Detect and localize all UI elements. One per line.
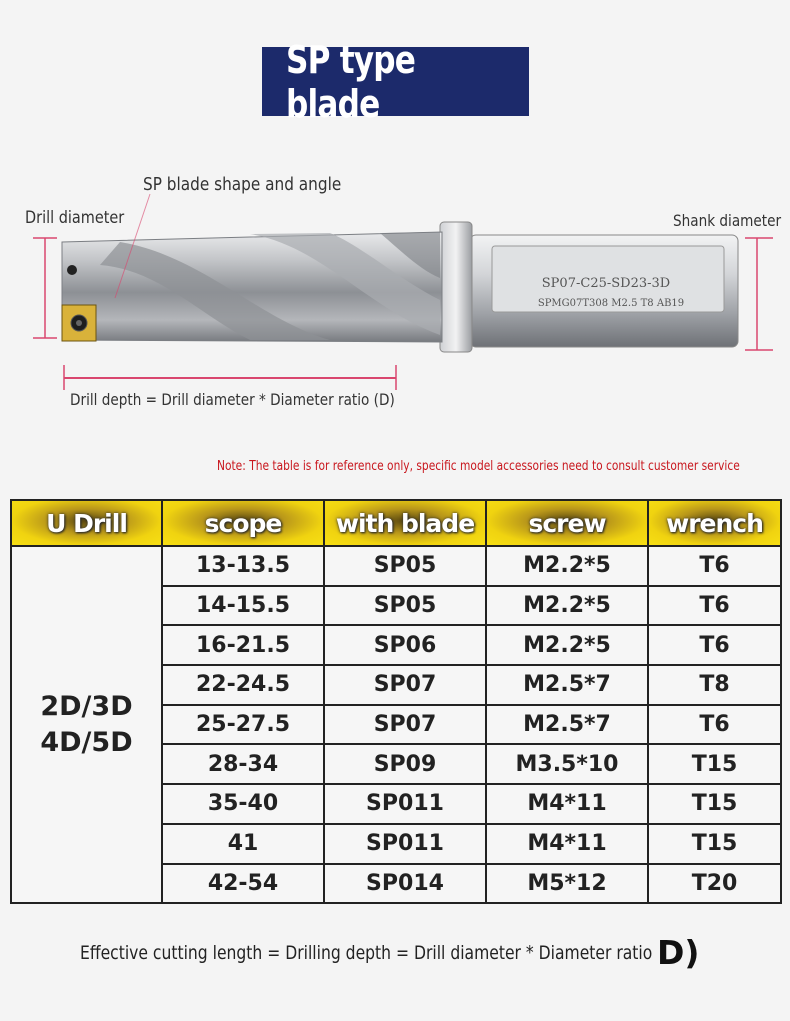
screw-cell: M4*11 bbox=[486, 824, 648, 864]
table-header-row bbox=[11, 500, 781, 546]
blade-shape-label: SP blade shape and angle bbox=[143, 174, 342, 195]
coolant-hole bbox=[67, 265, 77, 275]
scope-cell: 16-21.5 bbox=[162, 625, 324, 665]
screw-cell: M3.5*10 bbox=[486, 744, 648, 784]
blade-cell: SP011 bbox=[324, 824, 486, 864]
blade-cell: SP07 bbox=[324, 705, 486, 745]
table-row bbox=[11, 546, 781, 586]
blade-cell: SP05 bbox=[324, 586, 486, 626]
screw-cell: M2.2*5 bbox=[486, 546, 648, 586]
header-udrill: U Drill bbox=[11, 500, 162, 546]
blade-cell: SP05 bbox=[324, 546, 486, 586]
udrill-ratio-cell bbox=[11, 546, 162, 903]
scope-cell: 28-34 bbox=[162, 744, 324, 784]
scope-cell: 14-15.5 bbox=[162, 586, 324, 626]
udrill-ratio-line2: 4D/5D bbox=[40, 726, 133, 758]
scope-cell: 41 bbox=[162, 824, 324, 864]
udrill-ratio-line1: 2D/3D bbox=[40, 690, 133, 722]
scope-cell: 22-24.5 bbox=[162, 665, 324, 705]
scope-cell: 42-54 bbox=[162, 864, 324, 904]
footer-formula: Effective cutting length = Drilling depth = Drill diameter * Diameter ratio bbox=[80, 942, 653, 964]
screw-cell: M2.5*7 bbox=[486, 705, 648, 745]
screw-cell: M2.2*5 bbox=[486, 586, 648, 626]
header-wrench: wrench bbox=[648, 500, 781, 546]
page-title: SP type blade bbox=[286, 37, 416, 126]
title-banner bbox=[262, 37, 529, 126]
tool-marking-line1: SP07-C25-SD23-3D bbox=[541, 276, 671, 291]
footer-suffix: D) bbox=[657, 933, 700, 972]
screw-cell: M2.5*7 bbox=[486, 665, 648, 705]
screw-cell: M2.2*5 bbox=[486, 625, 648, 665]
blade-cell: SP09 bbox=[324, 744, 486, 784]
blade-cell: SP011 bbox=[324, 784, 486, 824]
wrench-cell: T15 bbox=[648, 824, 781, 864]
wrench-cell: T6 bbox=[648, 546, 781, 586]
screw-cell: M5*12 bbox=[486, 864, 648, 904]
wrench-cell: T6 bbox=[648, 625, 781, 665]
wrench-cell: T8 bbox=[648, 665, 781, 705]
header-scope: scope bbox=[162, 500, 324, 546]
screw-cell: M4*11 bbox=[486, 784, 648, 824]
tool-marking-line2: SPMG07T308 M2.5 T8 AB19 bbox=[537, 298, 685, 309]
scope-cell: 25-27.5 bbox=[162, 705, 324, 745]
collar bbox=[440, 222, 472, 352]
drill-depth-label: Drill depth = Drill diameter * Diameter ratio (D) bbox=[70, 390, 395, 409]
reference-note: Note: The table is for reference only, specific model accessories need to consult customer service bbox=[217, 459, 740, 474]
header-blade: with blade bbox=[324, 500, 486, 546]
wrench-cell: T15 bbox=[648, 744, 781, 784]
drill-illustration bbox=[0, 150, 790, 410]
wrench-cell: T6 bbox=[648, 705, 781, 745]
scope-cell: 35-40 bbox=[162, 784, 324, 824]
blade-cell: SP06 bbox=[324, 625, 486, 665]
drill-diameter-label: Drill diameter bbox=[25, 208, 125, 228]
shank-diameter-label: Shank diameter bbox=[673, 211, 782, 230]
wrench-cell: T6 bbox=[648, 586, 781, 626]
spec-table bbox=[10, 499, 782, 904]
blade-cell: SP014 bbox=[324, 864, 486, 904]
wrench-cell: T20 bbox=[648, 864, 781, 904]
wrench-cell: T15 bbox=[648, 784, 781, 824]
blade-cell: SP07 bbox=[324, 665, 486, 705]
scope-cell: 13-13.5 bbox=[162, 546, 324, 586]
header-screw: screw bbox=[486, 500, 648, 546]
